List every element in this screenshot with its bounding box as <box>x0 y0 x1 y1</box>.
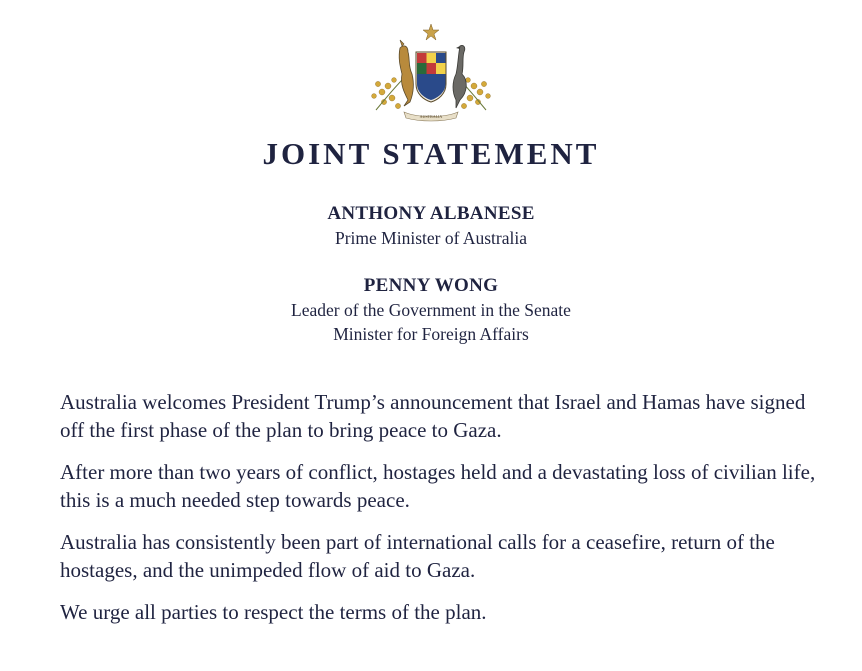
coat-of-arms-icon <box>364 22 498 126</box>
statement-paragraph: We urge all parties to respect the terms of the plan. <box>60 600 487 624</box>
document-title: JOINT STATEMENT <box>262 136 600 171</box>
signatory-name: PENNY WONG <box>363 275 499 296</box>
signatory-role: Leader of the Government in the Senate <box>291 300 571 320</box>
signatory-role: Minister for Foreign Affairs <box>333 324 529 344</box>
statement-paragraph: Australia has consistently been part of international calls for a ceasefire, return of the hostages, and the unimpeded flow of aid to Gaza. <box>60 530 775 582</box>
signatory-albanese <box>0 202 862 250</box>
signatory-wong <box>0 274 862 346</box>
signatory-role: Prime Minister of Australia <box>335 228 527 248</box>
svg-text:AUSTRALIA: AUSTRALIA <box>419 114 443 119</box>
signatory-name: ANTHONY ALBANESE <box>327 203 535 224</box>
statement-paragraph: Australia welcomes President Trump’s announcement that Israel and Hamas have signed off the first phase of the plan to bring peace to Gaza. <box>60 390 806 442</box>
statement-body <box>60 388 820 640</box>
statement-paragraph: After more than two years of conflict, hostages held and a devastating loss of civilian life, this is a much needed step towards peace. <box>60 460 816 512</box>
